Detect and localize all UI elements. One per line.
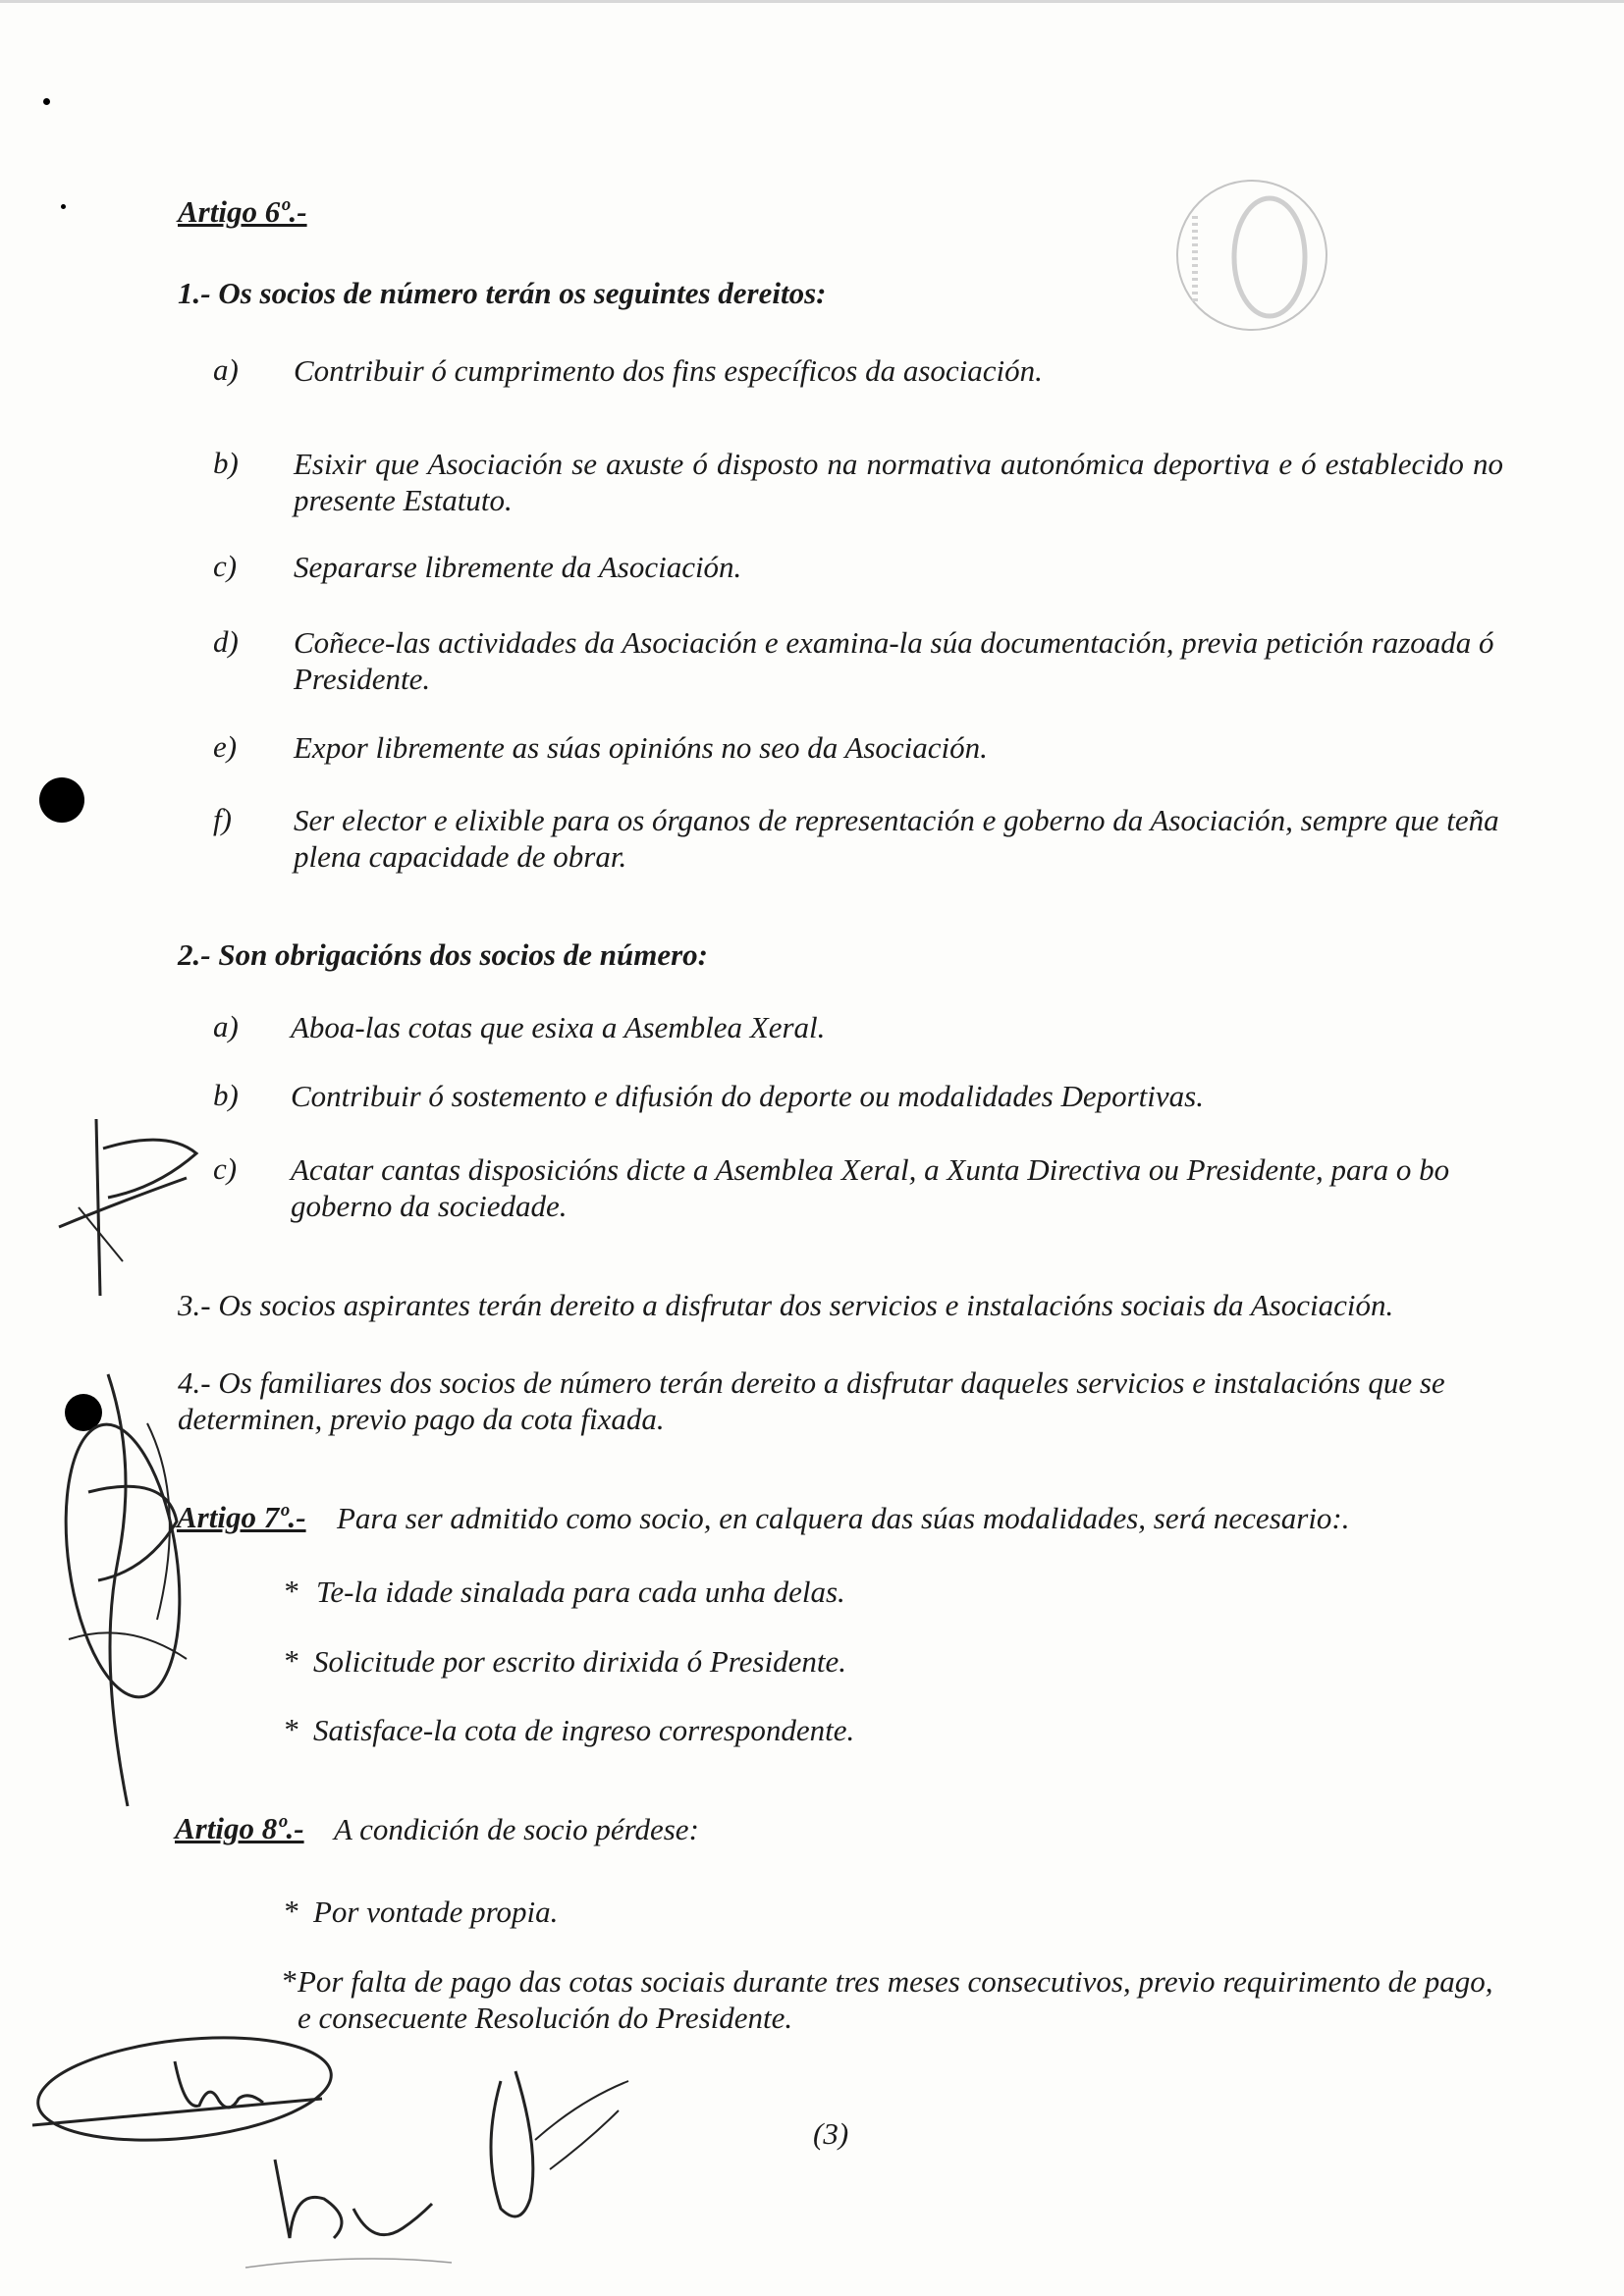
list-item: Contribuir ó sostemento e difusión do deporte ou modalidades Deportivas.: [291, 1079, 1204, 1113]
bottom-signature-middle-icon: [236, 2150, 481, 2287]
article-8-intro: A condición de socio pérdese:: [334, 1812, 699, 1846]
article-6-section-1-title: 1.- Os socios de número terán os seguintes dereitos:: [178, 276, 827, 310]
list-item-label: b): [213, 446, 239, 480]
article-6-section-3: 3.- Os socios aspirantes terán dereito a disfrutar dos servicios e instalacións sociais da Asociación.: [178, 1288, 1394, 1322]
initials-mark-signature-icon: [49, 1109, 255, 1306]
list-item-label: a): [213, 352, 239, 387]
list-item-label: a): [213, 1009, 239, 1043]
list-item: Solicitude por escrito dirixida ó Presidente.: [313, 1644, 846, 1679]
list-item: Por vontade propia.: [313, 1895, 559, 1929]
list-item-label: e): [213, 729, 238, 764]
bottom-signature-right-icon: [471, 2052, 668, 2238]
list-item-label: b): [213, 1078, 239, 1112]
list-item: Te-la idade sinalada para cada unha delas.: [316, 1575, 845, 1609]
list-item: Aboa-las cotas que esixa a Asemblea Xeral.: [291, 1010, 826, 1044]
bullet-symbol: *: [281, 1963, 297, 1998]
punch-hole-middle: [39, 777, 84, 823]
list-item: Satisface-la cota de ingreso correspondente.: [313, 1713, 855, 1747]
article-6-heading: Artigo 6º.-: [178, 194, 307, 229]
punch-hole-top-small: [61, 204, 66, 209]
list-item: Expor libremente as súas opinións no seo da Asociación.: [294, 730, 988, 765]
seal-stamp-icon: [1173, 128, 1330, 383]
margin-signature-icon: [29, 1345, 226, 1836]
list-item: Contribuir ó cumprimento dos fins específicos da asociación.: [294, 353, 1043, 388]
punch-hole-top: [43, 98, 50, 105]
list-item-label: d): [213, 624, 239, 659]
bottom-signature-left-icon: [27, 2022, 381, 2160]
list-item: Ser elector e elixible para os órganos de representación e goberno da Asociación, sempre que teña plena capacidade de obrar.: [294, 803, 1499, 874]
article-6-section-2-title: 2.- Son obrigacións dos socios de número:: [178, 937, 708, 972]
article-8-heading: Artigo 8º.-: [175, 1811, 304, 1845]
article-6-section-4: 4.- Os familiares dos socios de número terán dereito a disfrutar daqueles servicios e instalacións que se determinen, previo pago da cota fixada.: [178, 1365, 1445, 1436]
bullet-symbol: *: [283, 1894, 298, 1928]
article-7-intro: Para ser admitido como socio, en calquera das súas modalidades, será necesario:.: [337, 1501, 1350, 1535]
list-item: Por falta de pago das cotas sociais durante tres meses consecutivos, previo requirimento de pago, e consecuente Resolución do Presidente.: [298, 1964, 1493, 2035]
list-item: Acatar cantas disposicións dicte a Asemblea Xeral, a Xunta Directiva ou Presidente, para o bo goberno da sociedade.: [291, 1152, 1450, 1223]
scan-top-edge: [0, 0, 1624, 3]
bullet-symbol: *: [283, 1643, 298, 1678]
list-item-label: f): [213, 802, 232, 836]
list-item: Separarse libremente da Asociación.: [294, 550, 742, 584]
list-item: Coñece-las actividades da Asociación e examina-la súa documentación, previa petición razoada ó Presidente.: [294, 625, 1494, 696]
page-number: (3): [813, 2116, 849, 2151]
list-item: Esixir que Asociación se axuste ó disposto na normativa autonómica deportiva e ó establecido no presente Estatuto.: [294, 447, 1503, 517]
list-item-label: c): [213, 1151, 238, 1186]
article-7-heading: Artigo 7º.-: [177, 1500, 306, 1534]
bullet-symbol: *: [283, 1712, 298, 1746]
bullet-symbol: *: [283, 1574, 298, 1608]
list-item-label: c): [213, 549, 238, 583]
